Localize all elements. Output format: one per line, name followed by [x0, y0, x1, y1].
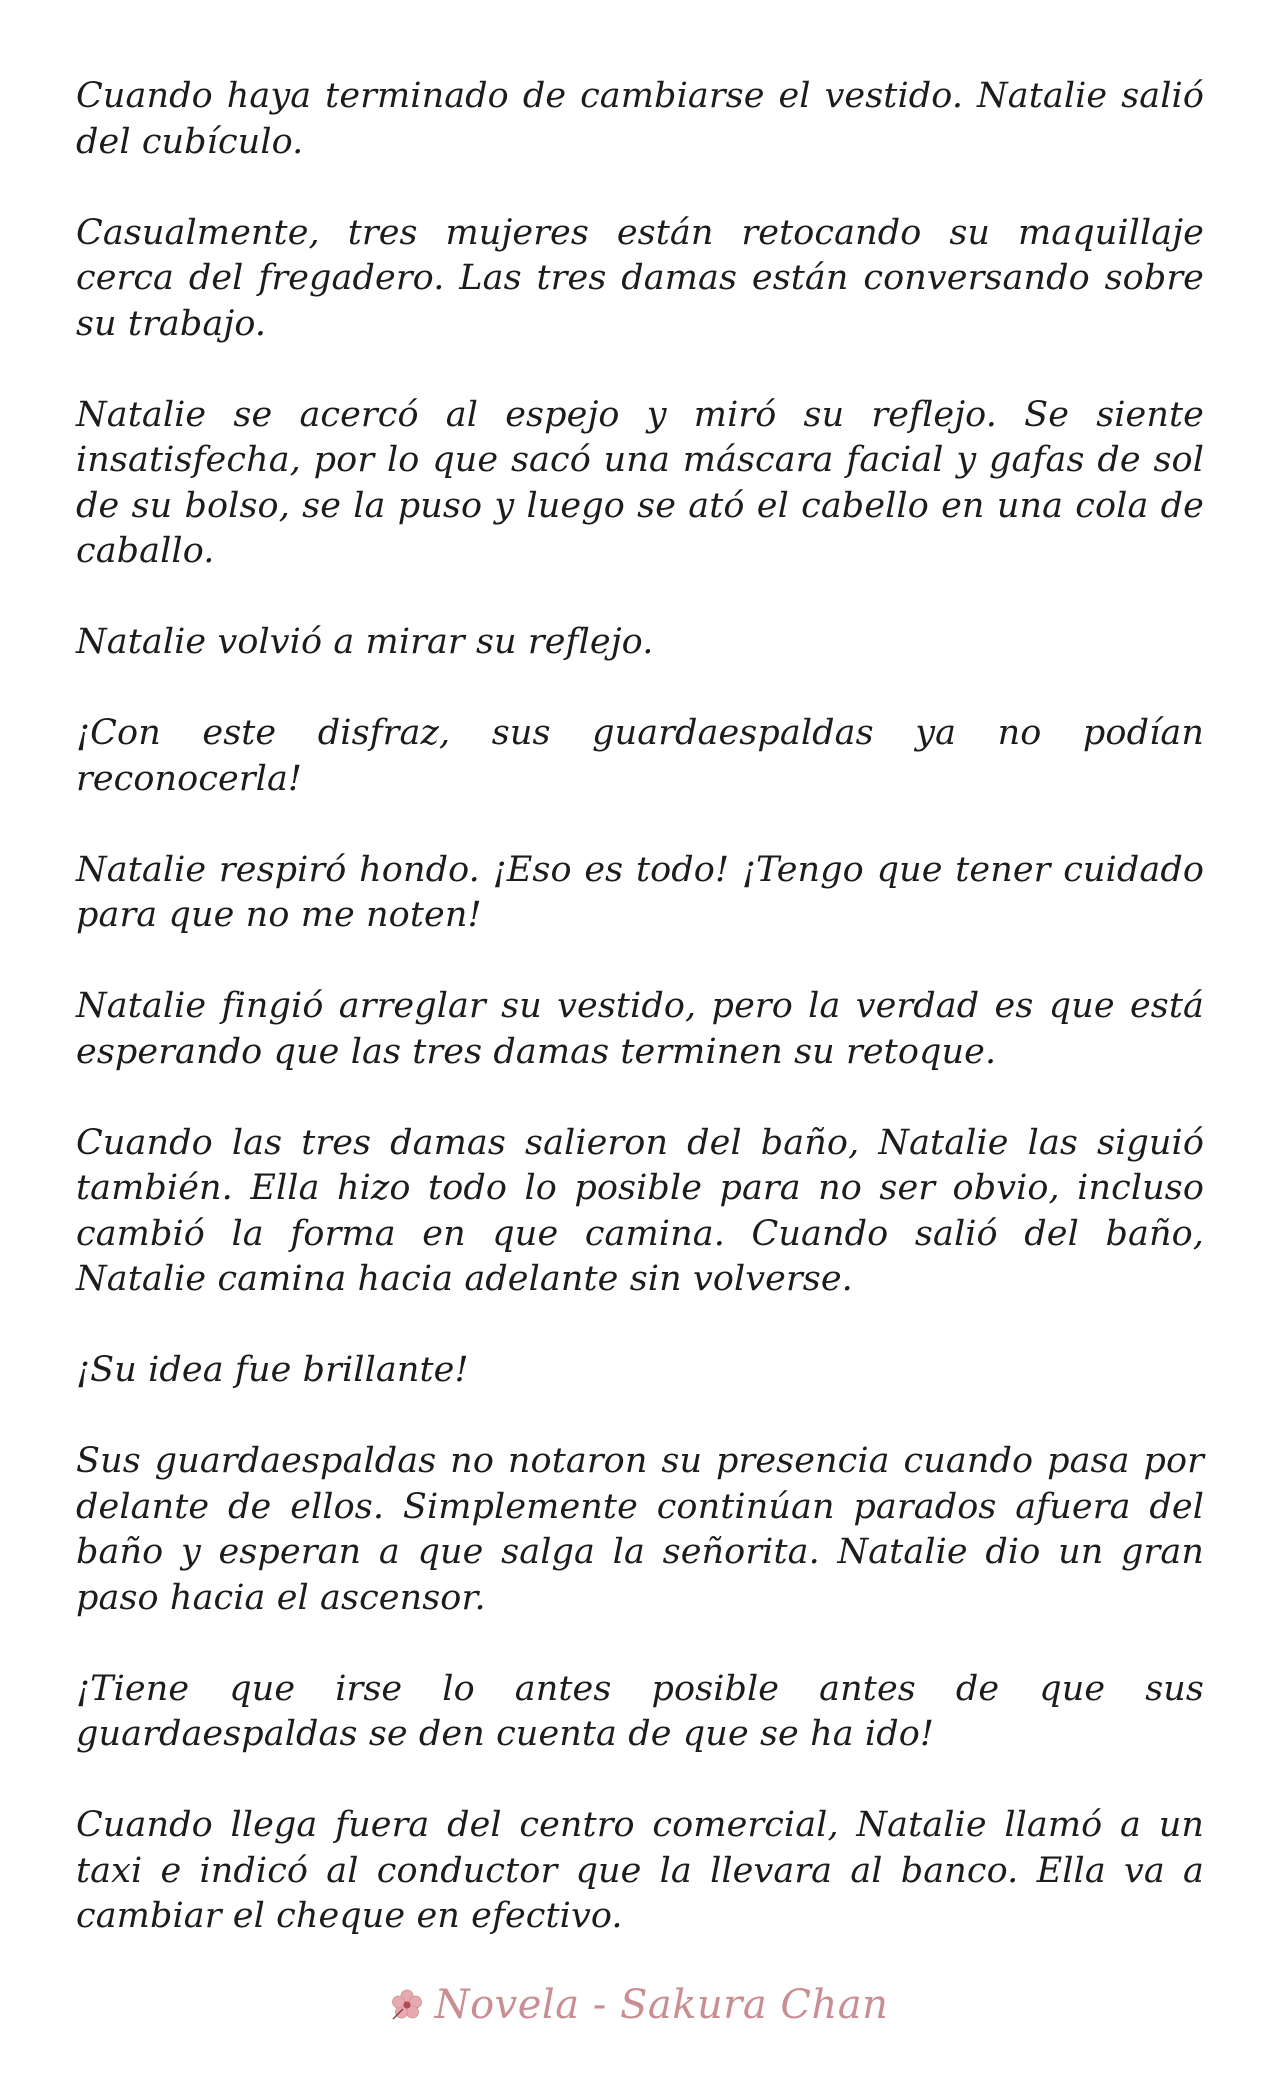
paragraph: ¡Su idea fue brillante!	[76, 1350, 469, 1390]
paragraph: Natalie se acercó al espejo y miró su reflejo. Se siente insatisfecha, por lo que sacó una máscara facial y gafas de sol de su bolso, se la puso y luego se ató el cabello en una cola de caballo.	[76, 394, 1204, 571]
paragraph: Sus guardaespaldas no notaron su presencia cuando pasa por delante de ellos. Simplemente continúan parados afuera del baño y esperan a que salga la señorita. Natalie dio un gran paso hacia el ascensor.	[76, 1441, 1204, 1618]
paragraph: Casualmente, tres mujeres están retocando su maquillaje cerca del fregadero. Las tres damas están conversando sobre su trabajo.	[76, 212, 1204, 344]
paragraph: Cuando las tres damas salieron del baño, Natalie las siguió también. Ella hizo todo lo posible para no ser obvio, incluso cambió la forma en que camina. Cuando salió del baño, Natalie camina hacia adelante sin volverse.	[76, 1122, 1204, 1299]
paragraph: Natalie fingió arreglar su vestido, pero la verdad es que está esperando que las tres damas terminen su retoque.	[76, 986, 1204, 1072]
watermark-footer	[0, 1982, 1275, 2028]
watermark-text: Novela - Sakura Chan	[434, 1982, 889, 2028]
paragraph: ¡Tiene que irse lo antes posible antes de que sus guardaespaldas se den cuenta de que se ha ido!	[76, 1668, 1204, 1754]
paragraph: Natalie volvió a mirar su reflejo.	[76, 622, 654, 662]
paragraph: Cuando llega fuera del centro comercial, Natalie llamó a un taxi e indicó al conductor que la llevara al banco. Ella va a cambiar el cheque en efectivo.	[76, 1805, 1204, 1936]
cherry-blossom-icon	[387, 1985, 427, 2025]
paragraph: ¡Con este disfraz, sus guardaespaldas ya no podían reconocerla!	[76, 713, 1204, 799]
document-body	[76, 74, 1204, 1985]
paragraph: Cuando haya terminado de cambiarse el vestido. Natalie salió del cubículo.	[76, 76, 1204, 162]
paragraph: Natalie respiró hondo. ¡Eso es todo! ¡Tengo que tener cuidado para que no me noten!	[76, 849, 1204, 935]
